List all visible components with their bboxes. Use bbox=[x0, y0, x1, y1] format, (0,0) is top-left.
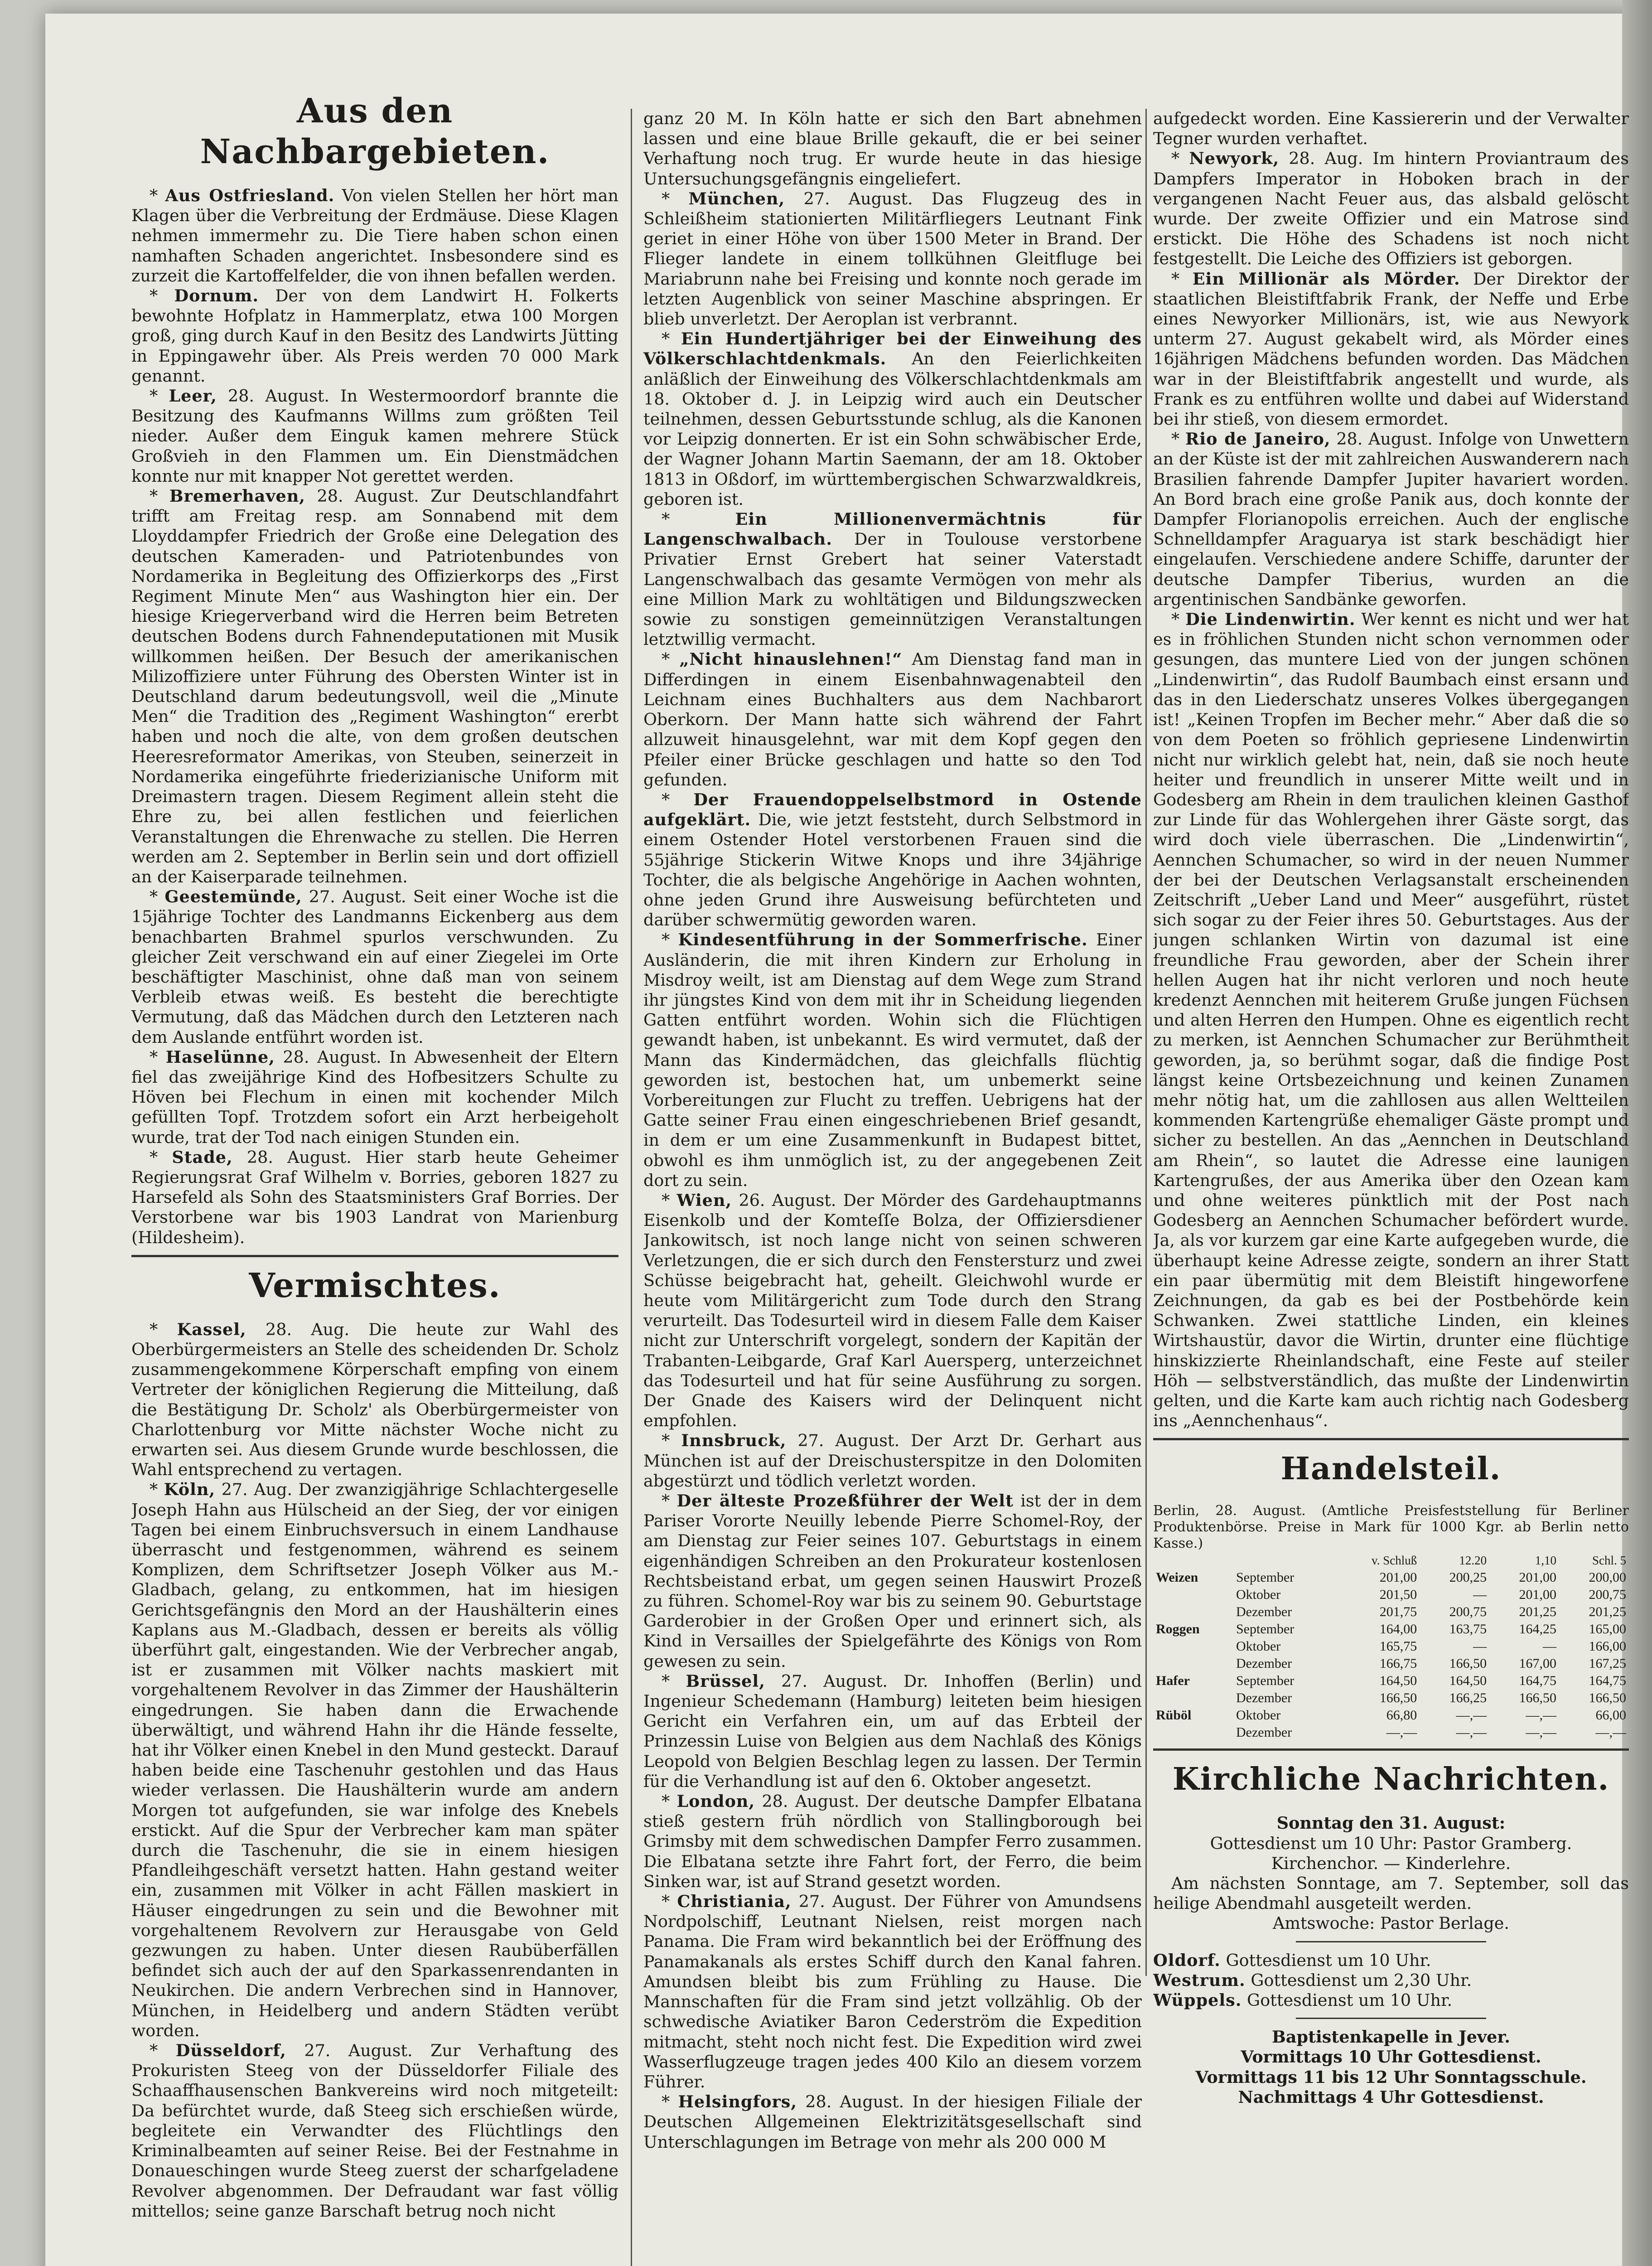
price-cell: — bbox=[1473, 1639, 1487, 1654]
news-text: 28. Aug. Im hintern Proviantraum des Dampfers Imperator in Hoboken brach in der vergangenen Nacht Feuer aus, das alsbald gelöscht wurde. Der zweite Offizier und ein Matrose sind erstickt. Die Höhe des Schadens ist noch nicht festgestellt. Die Leiche des Offiziers ist geborgen. bbox=[1153, 149, 1629, 269]
price-col-header: 1,10 bbox=[1535, 1554, 1557, 1568]
news-item bbox=[643, 109, 1142, 189]
news-list bbox=[131, 1320, 618, 2221]
news-text: 27. August. Der Führer von Amundsens Nordpolschiff, Leutnant Nielsen, reist morgen nach Panama. Die Fram wird bekanntlich bei der Eröffnung des Panamakanals als erstes Schiff durch den Kanal fahren. Amundsen bleibt bis zum Frühling zu Hause. Die Mannschaften für die Fram sind jetzt vollzählig. Ob der schwedische Aviatiker Baron Cederström die Expedition mitmacht, steht noch nicht fest. Die Expedition wird zwei Wasserflugzeuge tragen jedes 400 Kilo an diesem vorzem Führer. bbox=[643, 1892, 1142, 2092]
column-2 bbox=[643, 109, 1142, 2266]
price-col-header: v. Schluß bbox=[1372, 1554, 1417, 1568]
section-rule bbox=[1296, 2018, 1486, 2019]
news-place: Helsingfors, bbox=[678, 2092, 797, 2112]
price-cell: 66,80 bbox=[1386, 1708, 1417, 1723]
price-table bbox=[1153, 1552, 1629, 1741]
news-item: * Kindesentführung in der Sommerfrische. Einer Ausländerin, die mit ihren Kindern zur Erholung in Misdroy weilt, ist am Dienstag auf dem Wege zum Strand ihr jüngstes Kind von dem mit ihr in Scheidung liegenden Gatten entführt worden. Wohin sich die Flüchtigen gewandt haben, ist unbekannt. Es wird vermutet, daß der Mann das Kindermädchen, das gleichfalls flüchtig geworden ist, bestochen hat, um unbemerkt seine Vorbereitungen zur Flucht zu treffen. Uebrigens hat der Gatte seiner Frau einen eingeschriebenen Brief gesandt, in dem er um eine Zusammenkunft in Budapest bittet, obwohl es ihm unmöglich ist, zu der angegebenen Zeit dort zu sein. bbox=[643, 930, 1142, 1190]
news-item: * Christiania, 27. August. Der Führer von Amundsens Nordpolschiff, Leutnant Nielsen, reist morgen nach Panama. Die Fram wird bekanntlich bei der Eröffnung des Panamakanals als erstes Schiff durch den Kanal fahren. Amundsen bleibt bis zum Frühling zu Hause. Die Mannschaften für die Fram sind jetzt vollzählig. Ob der schwedische Aviatiker Baron Cederström die Expedition mitmacht, steht noch nicht fest. Die Expedition wird zwei Wasserflugzeuge tragen jedes 400 Kilo an diesem vorzem Führer. bbox=[643, 1892, 1142, 2092]
month-cell: September bbox=[1236, 1673, 1295, 1689]
church-line: Gottesdienst um 10 Uhr: Pastor Gramberg. bbox=[1210, 1833, 1572, 1853]
price-cell: 166,50 bbox=[1449, 1656, 1487, 1671]
news-place: Haselünne, bbox=[165, 1047, 275, 1067]
price-cell: 200,75 bbox=[1589, 1587, 1626, 1603]
news-place: Rio de Janeiro, bbox=[1185, 429, 1331, 449]
price-cell: 201,00 bbox=[1519, 1570, 1557, 1585]
news-place: Der Frauendoppelselbstmord in Ostende aufgeklärt. bbox=[643, 789, 1142, 830]
news-text: aufgedeckt worden. Eine Kassiererin und der Verwalter Tegner wurden verhaftet. bbox=[1153, 109, 1629, 149]
news-place: Brüssel, bbox=[686, 1671, 765, 1691]
price-cell: 166,50 bbox=[1379, 1690, 1417, 1706]
price-cell: —,— bbox=[1386, 1725, 1417, 1740]
news-place: Aus Ostfriesland. bbox=[165, 186, 335, 205]
church-line: Am nächsten Sonntage, am 7. September, soll das heilige Abendmahl ausgeteilt werden. bbox=[1153, 1874, 1629, 1913]
news-item: * Der Frauendoppelselbstmord in Ostende aufgeklärt. Die, wie jetzt feststeht, durch Selbstmord in einem Ostender Hotel verstorbenen Frauen sind die 55jährige Stickerin Witwe Knops und ihre 34jährige Tochter, die als belgische Angehörige in Aachen wohnten, ohne jeden Grund ihre Ausweisung befürchteten und darüber schwermütig geworden waren. bbox=[643, 789, 1142, 930]
news-text: Einer Ausländerin, die mit ihren Kindern zur Erholung in Misdroy weilt, ist am Dienstag auf dem Wege zum Strand ihr jüngstes Kind von dem mit ihr in Scheidung liegenden Gatten entführt worden. Wohin sich die Flüchtigen gewandt haben, ist unbekannt. Es wird vermutet, daß der Mann das Kindermädchen, das gleichfalls flüchtig geworden ist, bestochen hat, um unbemerkt seine Vorbereitungen zur Flucht zu treffen. Uebrigens hat der Gatte seiner Frau einen eingeschriebenen Brief gesandt, in dem er um eine Zusammenkunft in Budapest bittet, obwohl es ihm unmöglich ist, zu der angegebenen Zeit dort zu sein. bbox=[643, 930, 1142, 1190]
news-place: Leer, bbox=[169, 386, 217, 406]
month-cell: Dezember bbox=[1236, 1604, 1292, 1620]
news-item: * Haselünne, 28. August. In Abwesenheit der Eltern fiel das zweijährige Kind des Hofbesitzers Schulte zu Höven bei Flechum in einen mit kochender Milch gefüllten Topf. Trotzdem sofort ein Arzt herbeigeholt wurde, trat der Tod nach einigen Stunden ein. bbox=[131, 1047, 618, 1147]
news-place: Newyork, bbox=[1189, 149, 1280, 169]
section-heading-kirchliche: Kirchliche Nachrichten. bbox=[1172, 1761, 1610, 1798]
news-text: Am Dienstag fand man in Differdingen in einem Eisenbahnwagenabteil den Leichnam eines Buchhalters aus dem Nachbarort Oberkorn. Der Mann hatte sich während der Fahrt allzuweit hinausgelehnt, war mit dem Kopf gegen den Pfeiler einer Brücke geschlagen und hatte so den Tod gefunden. bbox=[643, 649, 1142, 789]
news-item: * Leer, 28. August. In Westermoordorf brannte die Besitzung des Kaufmanns Willms zum größten Teil nieder. Außer dem Einguk kamen mehrere Stück Großvieh in den Flammen um. Ein Dienstmädchen konnte nur mit knapper Not gerettet werden. bbox=[131, 386, 618, 486]
section-rule bbox=[1153, 1438, 1629, 1440]
section-rule bbox=[131, 1255, 618, 1257]
news-item: * Rio de Janeiro, 28. August. Infolge von Unwettern an der Küste ist der mit zahlreichen Auswanderern nach Brasilien fahrende Dampfer Jupiter havariert worden. An Bord brach eine große Panik aus, doch konnte der Dampfer Florianopolis erreichen. Auch der englische Schnelldampfer Araguarya ist stark beschädigt hier eingelaufen. Verschiedene andere Schiffe, darunter der deutsche Dampfer Tiberius, wurden an die argentinischen Sandbänke geworfen. bbox=[1153, 429, 1629, 609]
price-cell: 164,75 bbox=[1519, 1673, 1557, 1689]
news-text: 28. August. Hier starb heute Geheimer Regierungsrat Graf Wilhelm v. Borries, geboren 1827 zu Harsefeld als Sohn des Staatsministers Graf Borries. Der Verstorbene war bis 1903 Landrat von Marienburg (Hildesheim). bbox=[131, 1147, 618, 1247]
month-cell: Dezember bbox=[1236, 1690, 1292, 1706]
news-item: * Die Lindenwirtin. Wer kennt es nicht und wer hat es in fröhlichen Stunden nicht schon vernommen oder gesungen, das muntere Lied von der jungen schönen „Lindenwirtin“, das Rudolf Baumbach einst ersann und das in den Liederschatz unseres Volkes übergegangen ist! „Keinen Tropfen im Becher mehr.“ Aber daß die so von dem Poeten so fröhlich gepriesene Lindenwirtin nicht nur wirklich gelebt hat, nein, daß sie noch heute heiter und freundlich in unserer Mitte weilt und in Godesberg am Rhein in dem traulichen kleinen Gasthof zur Linde für das Wohlergehen ihrer Gäste sorgt, das wird doch viele überraschen. Die „Lindenwirtin“, Aennchen Schumacher, so wird in der neuen Nummer der bei der Deutschen Verlagsanstalt erscheinenden Zeitschrift „Ueber Land und Meer“ ausgeführt, rüstet sich sogar zu der Feier ihres 50. Geburtstages. Aus der jungen schlanken Wirtin von dazumal ist eine freundliche Frau geworden, aber der Schein ihrer hellen Augen hat ihr nicht verloren und noch heute kredenzt Aennchen mit heiterem Gruße jungen Füchsen und alten Herren den Humpen. Ohne es eigentlich recht zu merken, ist Aennchen Schumacher zur Berühmtheit geworden, ja, so berühmt sogar, daß die findige Post längst keine Ortsbezeichnung und keinen Zunamen mehr nötig hat, um die zahllosen aus allen Weltteilen kommenden Kartengrüße ehemaliger Gäste prompt und sicher zu bestellen. An das „Aennchen in Deutschland am Rhein“, so lautet die Adresse eine launigen Kartengrußes, der aus Amerika über den Ozean kam und ohne weiteres pünktlich mit der Post nach Godesberg an Aennchen Schumacher befördert wurde. Ja, als vor kurzem gar eine Karte aufgegeben wurde, die überhaupt keine Adresse zeigte, sondern an ihrer Statt ein paar übermütig mit dem Bleistift hingeworfene Zeichnungen, da gab es bei der Postbehörde kein Schwanken. Zwei stattliche Linden, ein kleines Wirtshaustür, davor die Wirtin, drunter eine flüchtige hinskizzierte Rheinlandschaft, eine Feste auf steiler Höh — selbstverständlich, das mußte der Lindenwirtin gelten, und die Karte kam auch richtig nach Godesberg ins „Aennchenhaus“. bbox=[1153, 610, 1629, 1431]
baptist-line: Nachmittags 4 Uhr Gottesdienst. bbox=[1238, 2087, 1544, 2107]
price-row bbox=[1153, 1672, 1629, 1690]
price-col-header: Schl. 5 bbox=[1592, 1554, 1626, 1568]
price-cell: —,— bbox=[1456, 1708, 1487, 1723]
news-item: * Geestemünde, 27. August. Seit einer Woche ist die 15jährige Tochter des Landmanns Eickenberg aus dem benachbarten Brahmel spurlos verschwunden. Zu gleicher Zeit verschwand ein auf einer Ziegelei im Orte beschäftigter Maschinist, ohne daß man von seinem Verbleib etwas weiß. Es besteht die berechtigte Vermutung, daß das Mädchen durch den Letzteren nach dem Auslande entführt worden ist. bbox=[131, 887, 618, 1047]
news-list bbox=[1153, 109, 1629, 1431]
commodity-cell: Roggen bbox=[1156, 1622, 1200, 1637]
church-westrum: Westrum. Gottesdienst um 2,30 Uhr. bbox=[1153, 1970, 1472, 1990]
price-row bbox=[1153, 1690, 1629, 1707]
column-1 bbox=[131, 86, 618, 2230]
price-cell: —,— bbox=[1526, 1725, 1557, 1740]
news-text: 28. Aug. Die heute zur Wahl des Oberbürgermeisters an Stelle des scheidenden Dr. Scholz zusammengekommene Körperschaft empfing von einem Vertreter der königlichen Regierung die Mitteilung, daß die Bestätigung Dr. Scholz' als Oberbürgermeister von Charlottenburg vor Mitte nächster Woche nicht zu erwarten sei. Aus diesem Grunde wurde beschlossen, die Wahl entsprechend zu vertagen. bbox=[131, 1319, 618, 1480]
price-cell: 165,75 bbox=[1379, 1639, 1417, 1654]
news-text: 27. August. Dr. Inhoffen (Berlin) und Ingenieur Schedemann (Hamburg) leiteten beim hiesigen Gericht ein Verfahren ein, um auf das Erbteil der Prinzessin Luise von Belgien aus dem Nachlaß des Königs Leopold von Belgien Beschlag legen zu lassen. Der Termin für die Verhandlung ist auf den 6. Oktober angesetzt. bbox=[643, 1671, 1142, 1791]
news-text: 28. August. In der hiesigen Filiale der Deutschen Allgemeinen Elektrizitätsgesellschaft sind Unterschlagungen im Betrage von mehr als 200 000 M bbox=[643, 2092, 1142, 2152]
church-wueppels: Wüppels. Gottesdienst um 10 Uhr. bbox=[1153, 1990, 1453, 2010]
news-item: * Kassel, 28. Aug. Die heute zur Wahl des Oberbürgermeisters an Stelle des scheidenden Dr. Scholz zusammengekommene Körperschaft empfing von einem Vertreter der königlichen Regierung die Mitteilung, daß die Bestätigung Dr. Scholz' als Oberbürgermeister von Charlottenburg vor Mitte nächster Woche nicht zu erwarten sei. Aus diesem Grunde wurde beschlossen, die Wahl entsprechend zu vertagen. bbox=[131, 1319, 618, 1480]
news-text: 27. August. Zur Verhaftung des Prokuristen Steeg von der Düsseldorfer Filiale des Schaaffhausenschen Bankvereins wird noch mitgeteilt: Da befürchtet wurde, daß Steeg sich erschießen würde, begleitete ein Verwandter des Flüchtlings den Kriminalbeamten auf seiner Reise. Bei der Festnahme in Donaueschingen wurde Steeg zuerst der scharfgeladene Revolver abgenommen. Der Defraudant war fast völlig mittellos; seine ganze Barschaft betrug noch nicht bbox=[131, 2041, 618, 2221]
price-cell: 201,25 bbox=[1519, 1604, 1557, 1620]
news-text: 27. August. Seit einer Woche ist die 15jährige Tochter des Landmanns Eickenberg aus dem benachbarten Brahmel spurlos verschwunden. Zu gleicher Zeit verschwand ein auf einer Ziegelei im Orte beschäftigter Maschinist, ohne daß man von seinem Verbleib etwas weiß. Es besteht die berechtigte Vermutung, daß das Mädchen durch den Letzteren nach dem Auslande entführt worden ist. bbox=[131, 887, 618, 1047]
news-place: Stade, bbox=[172, 1147, 233, 1167]
news-text: 28. August. In Westermoordorf brannte die Besitzung des Kaufmanns Willms zum größten Teil nieder. Außer dem Einguk kamen mehrere Stück Großvieh in den Flammen um. Ein Dienstmädchen konnte nur mit knapper Not gerettet werden. bbox=[131, 386, 618, 486]
news-item: * Newyork, 28. Aug. Im hintern Proviantraum des Dampfers Imperator in Hoboken brach in der vergangenen Nacht Feuer aus, das alsbald gelöscht wurde. Der zweite Offizier und ein Matrose sind erstickt. Die Höhe des Schadens ist noch nicht festgestellt. Die Leiche des Offiziers ist geborgen. bbox=[1153, 149, 1629, 269]
news-item: * Düsseldorf, 27. August. Zur Verhaftung des Prokuristen Steeg von der Düsseldorfer Filiale des Schaaffhausenschen Bankvereins wird noch mitgeteilt: Da befürchtet wurde, daß Steeg sich erschießen würde, begleitete ein Verwandter des Flüchtlings den Kriminalbeamten auf seiner Reise. Bei der Festnahme in Donaueschingen wurde Steeg zuerst der scharfgeladene Revolver abgenommen. Der Defraudant war fast völlig mittellos; seine ganze Barschaft betrug noch nicht bbox=[131, 2041, 618, 2221]
price-cell: 200,25 bbox=[1449, 1570, 1487, 1585]
section-rule bbox=[1296, 1941, 1486, 1942]
news-text: 27. August. Der Arzt Dr. Gerhart aus München ist auf der Dreischusterspitze in den Dolomiten abgestürzt und tödlich verletzt worden. bbox=[643, 1431, 1142, 1491]
news-text: Die, wie jetzt feststeht, durch Selbstmord in einem Ostender Hotel verstorbenen Frauen sind die 55jährige Stickerin Witwe Knops und ihre 34jährige Tochter, die als belgische Angehörige in Aachen wohnten, ohne jeden Grund ihre Ausweisung befürchteten und darüber schwermütig geworden waren. bbox=[643, 810, 1142, 930]
price-row bbox=[1153, 1603, 1629, 1621]
news-place: Düsseldorf, bbox=[175, 2041, 286, 2061]
news-item: * Innsbruck, 27. August. Der Arzt Dr. Gerhart aus München ist auf der Dreischusterspitze in den Dolomiten abgestürzt und tödlich verletzt worden. bbox=[643, 1431, 1142, 1491]
news-item: * München, 27. August. Das Flugzeug des in Schleißheim stationierten Militärfliegers Leutnant Fink geriet in einer Höhe von über 1500 Meter in Brand. Der Flieger landete in einem tollkühnen Gleitfluge bei Mariabrunn nahe bei Freising und konnte noch gerade im letzten Augenblick von seiner Maschine abspringen. Er blieb unverletzt. Der Aeroplan ist verbrannt. bbox=[643, 189, 1142, 329]
section-heading-handelsteil: Handelsteil. bbox=[1280, 1451, 1502, 1487]
price-cell: — bbox=[1543, 1639, 1557, 1654]
price-row bbox=[1153, 1569, 1629, 1586]
month-cell: Oktober bbox=[1236, 1587, 1281, 1603]
price-cell: —,— bbox=[1526, 1708, 1557, 1723]
news-text: 27. August. Das Flugzeug des in Schleißheim stationierten Militärfliegers Leutnant Fink geriet in einer Höhe von über 1500 Meter in Brand. Der Flieger landete in einem tollkühnen Gleitfluge bei Mariabrunn nahe bei Freising und konnte noch gerade im letzten Augenblick von seiner Maschine abspringen. Er blieb unverletzt. Der Aeroplan ist verbrannt. bbox=[643, 189, 1142, 329]
news-place: Innsbruck, bbox=[681, 1431, 787, 1451]
month-cell: Dezember bbox=[1236, 1725, 1292, 1740]
section-heading-nachbargebiete: Aus den Nachbargebieten. bbox=[200, 92, 550, 171]
news-item: * Stade, 28. August. Hier starb heute Geheimer Regierungsrat Graf Wilhelm v. Borries, geboren 1827 zu Harsefeld als Sohn des Staatsministers Graf Borries. Der Verstorbene war bis 1903 Landrat von Marienburg (Hildesheim). bbox=[131, 1147, 618, 1247]
commodity-cell: Hafer bbox=[1156, 1673, 1190, 1689]
month-cell: September bbox=[1236, 1622, 1295, 1637]
baptist-line: Vormittags 11 bis 12 Uhr Sonntagsschule. bbox=[1195, 2067, 1587, 2087]
news-place: München, bbox=[688, 189, 785, 208]
news-text: Von vielen Stellen her hört man Klagen über die Verbreitung der Erdmäuse. Diese Klagen nehmen immermehr zu. Die Tiere haben schon einen namhaften Schaden angerichtet. Insbesondere sind es zurzeit die Kartoffelfelder, die von ihnen befallen werden. bbox=[131, 186, 618, 286]
commodity-cell bbox=[1153, 1603, 1233, 1621]
price-cell: — bbox=[1473, 1587, 1487, 1603]
commodity-cell: Weizen bbox=[1156, 1570, 1198, 1585]
news-place: Ein Millionär als Mörder. bbox=[1192, 269, 1460, 289]
news-place: Kassel, bbox=[177, 1319, 246, 1339]
month-cell: Oktober bbox=[1236, 1708, 1281, 1723]
news-text: Der in Toulouse verstorbene Privatier Ernst Grebert hat seiner Vaterstadt Langenschwalbach das gesamte Vermögen von mehr als eine Million Mark zu wohltätigen und Bildungszwecken sowie zu sonstigen gemeinnützigen Veranstaltungen letztwillig vermacht. bbox=[643, 529, 1142, 649]
news-text: 26. August. Der Mörder des Gardehauptmanns Eisenkolb und der Komteſſe Bolza, der Offiziersdiener Jankowitsch, ist noch lange nicht von seinen schweren Verletzungen, die er sich durch den Fenstersturz und zwei Schüsse beigebracht hat, geheilt. Gleichwohl wurde er heute vom Militärgericht zum Tode durch den Strang verurteilt. Das Todesurteil wird in diesem Falle dem Kaiser nicht zur Unterschrift vorgelegt, sondern der Kapitän der Trabanten-Leibgarde, Graf Karl Auersperg, unterzeichnet das Todesurteil und hat für seine Ausführung zu sorgen. Der Gnade des Kaisers wird der Delinquent nicht empfohlen. bbox=[643, 1190, 1142, 1431]
news-place: Christiania, bbox=[677, 1892, 792, 1912]
price-cell: —,— bbox=[1595, 1725, 1626, 1740]
price-row bbox=[1153, 1655, 1629, 1672]
news-item: * „Nicht hinauslehnen!“ Am Dienstag fand man in Differdingen in einem Eisenbahnwagenabteil den Leichnam eines Buchhalters aus dem Nachbarort Oberkorn. Der Mann hatte sich während der Fahrt allzuweit hinausgelehnt, war mit dem Kopf gegen den Pfeiler einer Brücke geschlagen und hatte so den Tod gefunden. bbox=[643, 649, 1142, 789]
news-item: * Brüssel, 27. August. Dr. Inhoffen (Berlin) und Ingenieur Schedemann (Hamburg) leiteten beim hiesigen Gericht ein Verfahren ein, um auf das Erbteil der Prinzessin Luise von Belgien aus dem Nachlaß des Königs Leopold von Belgien Beschlag legen zu lassen. Der Termin für die Verhandlung ist auf den 6. Oktober angesetzt. bbox=[643, 1671, 1142, 1791]
news-place: „Nicht hinauslehnen!“ bbox=[679, 649, 903, 669]
price-cell: 163,75 bbox=[1449, 1622, 1487, 1637]
blank-cell bbox=[1153, 1552, 1233, 1569]
news-text: 28. August. Der deutsche Dampfer Elbatana stieß gestern früh nördlich von Stallingborough bei Grimsby mit dem schwedischen Dampfer Ferro zusammen. Die Elbatana setzte ihre Fahrt fort, der Ferro, die beim Sinken war, ist auf Strand gesetzt worden. bbox=[643, 1791, 1142, 1891]
month-cell: September bbox=[1236, 1570, 1295, 1585]
news-item: * Bremerhaven, 28. August. Zur Deutschlandfahrt trifft am Freitag resp. am Sonnabend mit dem Lloyddampfer Friedrich der Große eine Delegation des deutschen Kameraden- und Patriotenbundes von Nordamerika in Begleitung des Offizierkorps des „First Regiment Minute Men“ aus Washington hier ein. Der hiesige Kriegerverband wird die Herren beim Betreten deutschen Bodens durch Fahnendeputationen mit Musik willkommen heißen. Der Besuch der amerikanischen Milizoffiziere unter Führung des Obersten Winter ist in Deutschland darum bedeutungsvoll, weil die „Minute Men“ die Tradition des „Regiment Washington“ ererbt haben und noch die alte, von dem großen deutschen Heeresreformator Amerikas, von Steuben, seinerzeit in Nordamerika eingeführte friederizianische Uniform mit Dreimastern tragen. Diesem Regiment allein steht die Ehre zu, bei allen festlichen und feierlichen Veranstaltungen die Ehrenwache zu stellen. Die Herren werden am 2. September in Berlin sein und dort offiziell an der Kaiserparade teilnehmen. bbox=[131, 486, 618, 886]
month-cell: Dezember bbox=[1236, 1656, 1292, 1671]
news-place: Bremerhaven, bbox=[169, 486, 305, 506]
price-row bbox=[1153, 1638, 1629, 1655]
commodity-cell bbox=[1153, 1690, 1233, 1707]
news-item: * London, 28. August. Der deutsche Dampfer Elbatana stieß gestern früh nördlich von Stallingborough bei Grimsby mit dem schwedischen Dampfer Ferro zusammen. Die Elbatana setzte ihre Fahrt fort, der Ferro, die beim Sinken war, ist auf Strand gesetzt worden. bbox=[643, 1791, 1142, 1891]
news-place: Wien, bbox=[676, 1190, 732, 1210]
news-text: 27. Aug. Der zwanzigjährige Schlachtergeselle Joseph Hahn aus Hülscheid an der Sieg, der vor einigen Tagen bei einem Einbruchsversuch in einem Landhause überrascht und festgenommen, während es seinem Komplizen, dem Schriftsetzer Joseph Völker aus M.-Gladbach, gelang, zu entkommen, hat im hiesigen Gerichtsgefängnis den Mord an der Haushälterin eines Kaplans aus M.-Gladbach, dessen er bereits als völlig überführt galt, eingestanden. Wie der Verbrecher angab, ist er zusammen mit Völker nachts maskiert mit vorgehaltenem Revolver in das Zimmer der Haushälterin eingedrungen. Sie haben dann die Erwachende überwältigt, und während Hahn ihr die Hände fesselte, hat ihr Völker einen Knebel in den Mund gesteckt. Darauf haben beide eine Taschenuhr gestohlen und das Haus wieder verlassen. Die Haushälterin wurde am andern Morgen tot aufgefunden, sie war infolge des Knebels erstickt. Auf die Spur der Verbrecher kam man später durch die Taschenuhr, die sie in einem hiesigen Pfandleihgeschäft versetzt hatten. Hahn gestand weiter ein, zusammen mit Völker in acht Fällen maskiert in Häuser eingedrungen zu sein und die Bewohner mit vorgehaltenem Revolvern zur Herausgabe von Geld gezwungen zu haben. Unter diesen Raubüberfällen befindet sich auch der auf den Sparkassenrendanten in Neukirchen. Die andern Verbrechen sind in Hannover, München, in Heidelberg und andern Städten verübt worden. bbox=[131, 1480, 618, 2040]
commodity-cell bbox=[1153, 1655, 1233, 1672]
news-item: * Aus Ostfriesland. Von vielen Stellen her hört man Klagen über die Verbreitung der Erdmäuse. Diese Klagen nehmen immermehr zu. Die Tiere haben schon einen namhaften Schaden angerichtet. Insbesondere sind es zurzeit die Kartoffelfelder, die von ihnen befallen werden. bbox=[131, 186, 618, 286]
news-place: Köln, bbox=[164, 1480, 216, 1500]
news-place: Der älteste Prozeßführer der Welt bbox=[676, 1491, 1014, 1511]
news-item: * Dornum. Der von dem Landwirt H. Folkerts bewohnte Hofplatz in Hammerplatz, etwa 100 Morgen groß, ging durch Kauf in den Besitz des Landwirts Jütting in Eppingawehr über. Als Preis werden 70 000 Mark genannt. bbox=[131, 286, 618, 386]
baptist-line: Vormittags 10 Uhr Gottesdienst. bbox=[1241, 2047, 1541, 2067]
news-text: ganz 20 M. In Köln hatte er sich den Bart abnehmen lassen und eine blaue Brille gekauft, die er bei seiner Verhaftung noch trug. Er wurde heute in das hiesige Untersuchungsgefängnis eingeliefert. bbox=[643, 109, 1142, 189]
news-text: Der Direktor der staatlichen Bleistiftfabrik Frank, der Neffe und Erbe eines Newyorker Millionärs, ist, wie aus Newyork unterm 27. August gekabelt wird, als Mörder eines 16jährigen Mädchens befunden worden. Das Mädchen war in der Bleistiftfabrik angestellt und wurde, als Frank es zu entführen wollte und dabei auf Widerstand bei ihr stieß, von diesem ermordet. bbox=[1153, 269, 1629, 429]
baptist-chapel: Baptistenkapelle in Jever. bbox=[1272, 2027, 1510, 2047]
news-item: * Wien, 26. August. Der Mörder des Gardehauptmanns Eisenkolb und der Komteſſe Bolza, der Offiziersdiener Jankowitsch, ist noch lange nicht von seinen schweren Verletzungen, die er sich durch den Fenstersturz und zwei Schüsse beigebracht hat, geheilt. Gleichwohl wurde er heute vom Militärgericht zum Tode durch den Strang verurteilt. Das Todesurteil wird in diesem Falle dem Kaiser nicht zur Unterschrift vorgelegt, sondern der Kapitän der Trabanten-Leibgarde, Graf Karl Auersperg, unterzeichnet das Todesurteil und hat für seine Ausführung zu sorgen. Der Gnade des Kaisers wird der Delinquent nicht empfohlen. bbox=[643, 1190, 1142, 1431]
price-col-header: 12.20 bbox=[1459, 1554, 1487, 1568]
section-rule bbox=[1153, 1748, 1629, 1751]
news-text: Wer kennt es nicht und wer hat es in fröhlichen Stunden nicht schon vernommen oder gesungen, das muntere Lied von der jungen schönen „Lindenwirtin“, das Rudolf Baumbach einst ersann und das in den Liederschatz unseres Volkes übergegangen ist! „Keinen Tropfen im Becher mehr.“ Aber daß die so von dem Poeten so fröhlich gepriesene Lindenwirtin nicht nur wirklich gelebt hat, nein, daß sie noch heute heiter und freundlich in unserer Mitte weilt und in Godesberg am Rhein in dem traulichen kleinen Gasthof zur Linde für das Wohlergehen ihrer Gäste sorgt, das wird doch viele überraschen. Die „Lindenwirtin“, Aennchen Schumacher, so wird in der neuen Nummer der bei der Deutschen Verlagsanstalt erscheinenden Zeitschrift „Ueber Land und Meer“ ausgeführt, rüstet sich sogar zu der Feier ihres 50. Geburtstages. Aus der jungen schlanken Wirtin von dazumal ist eine freundliche Frau geworden, aber der Schein ihrer hellen Augen hat ihr nicht verloren und noch heute kredenzt Aennchen mit heiterem Gruße jungen Füchsen und alten Herren den Humpen. Ohne es eigentlich recht zu merken, ist Aennchen Schumacher zur Berühmtheit geworden, ja, so berühmt sogar, daß die findige Post längst keine Ortsbezeichnung und keinen Zunamen mehr nötig hat, um die zahllosen aus allen Weltteilen kommenden Kartengrüße ehemaliger Gäste prompt und sicher zu bestellen. An das „Aennchen in Deutschland am Rhein“, so lautet die Adresse eine launigen Kartengrußes, der aus Amerika über den Ozean kam und ohne weiteres pünktlich mit der Post nach Godesberg an Aennchen Schumacher befördert wurde. Ja, als vor kurzem gar eine Karte aufgegeben wurde, die überhaupt keine Adresse zeigte, sondern an ihrer Statt ein paar übermütig mit dem Bleistift hingeworfene Zeichnungen, da gab es bei der Postbehörde kein Schwanken. Zwei stattliche Linden, ein kleines Wirtshaustür, davor die Wirtin, drunter eine flüchtige hinskizzierte Rheinlandschaft, eine Feste auf steiler Höh — selbstverständlich, das mußte der Lindenwirtin gelten, und die Karte kam auch richtig nach Godesberg ins „Aennchenhaus“. bbox=[1153, 610, 1629, 1431]
commodity-cell bbox=[1153, 1638, 1233, 1655]
news-item: * Der älteste Prozeßführer der Welt ist der in dem Pariser Vororte Neuilly lebende Pierre Schomel-Roy, der am Dienstag zur Feier seines 107. Geburtstags in einem eigenhändigen Schreiben an den Prokurateur kostenlosen Rechtsbeistand erbat, um gegen seinen Hauswirt Prozeß zu führen. Schomel-Roy war bis zu seinem 90. Geburtstage Garderobier in der Großen Oper und erinnert sich, als Kind in Versailles der Spielgefährte des Königs von Rom gewesen zu sein. bbox=[643, 1491, 1142, 1671]
price-cell: 201,00 bbox=[1379, 1570, 1417, 1585]
column-3 bbox=[1153, 109, 1629, 2266]
price-cell: —,— bbox=[1456, 1725, 1487, 1740]
news-item: * Ein Hundertjähriger bei der Einweihung des Völkerschlachtdenkmals. An den Feierlichkeiten anläßlich der Einweihung des Völkerschlachtdenkmals am 18. Oktober d. J. in Leipzig wird auch ein Deutscher teilnehmen, dessen Geburtsstunde schlug, als die Kanonen vor Leipzig donnerten. Er ist ein Sohn schwäbischer Erde, der Wagner Johann Martin Saemann, der am 18. Oktober 1813 in Oßdorf, im württembergischen Schwarzwaldkreis, geboren ist. bbox=[643, 329, 1142, 509]
price-cell: 164,50 bbox=[1379, 1673, 1417, 1689]
blank-cell bbox=[1233, 1552, 1337, 1569]
price-row bbox=[1153, 1586, 1629, 1603]
news-item: * Köln, 27. Aug. Der zwanzigjährige Schlachtergeselle Joseph Hahn aus Hülscheid an der Sieg, der vor einigen Tagen bei einem Einbruchsversuch in einem Landhause überrascht und festgenommen, während es seinem Komplizen, dem Schriftsetzer Joseph Völker aus M.-Gladbach, gelang, zu entkommen, hat im hiesigen Gerichtsgefängnis den Mord an der Haushälterin eines Kaplans aus M.-Gladbach, dessen er bereits als völlig überführt galt, eingestanden. Wie der Verbrecher angab, ist er zusammen mit Völker nachts maskiert mit vorgehaltenem Revolver in das Zimmer der Haushälterin eingedrungen. Sie haben dann die Erwachende überwältigt, und während Hahn ihr die Hände fesselte, hat ihr Völker einen Knebel in den Mund gesteckt. Darauf haben beide eine Taschenuhr gestohlen und das Haus wieder verlassen. Die Haushälterin wurde am andern Morgen tot aufgefunden, sie war infolge des Knebels erstickt. Auf die Spur der Verbrecher kam man später durch die Taschenuhr, die sie in einem hiesigen Pfandleihgeschäft versetzt hatten. Hahn gestand weiter ein, zusammen mit Völker in acht Fällen maskiert in Häuser eingedrungen zu sein und die Bewohner mit vorgehaltenem Revolvern zur Herausgabe von Geld gezwungen zu haben. Unter diesen Raubüberfällen befindet sich auch der auf den Sparkassenrendanten in Neukirchen. Die andern Verbrechen sind in Hannover, München, in Heidelberg und andern Städten verübt worden. bbox=[131, 1480, 618, 2040]
price-cell: 166,50 bbox=[1589, 1690, 1626, 1706]
news-text: ist der in dem Pariser Vororte Neuilly lebende Pierre Schomel-Roy, der am Dienstag zur Feier seines 107. Geburtstags in einem eigenhändigen Schreiben an den Prokurateur kostenlosen Rechtsbeistand erbat, um gegen seinen Hauswirt Prozeß zu führen. Schomel-Roy war bis zu seinem 90. Geburtstage Garderobier in der Großen Oper und erinnert sich, als Kind in Versailles der Spielgefährte des Königs von Rom gewesen zu sein. bbox=[643, 1491, 1142, 1671]
price-cell: 164,75 bbox=[1589, 1673, 1626, 1689]
news-place: Die Lindenwirtin. bbox=[1185, 610, 1356, 629]
price-cell: 201,50 bbox=[1379, 1587, 1417, 1603]
price-row bbox=[1153, 1724, 1629, 1741]
price-row bbox=[1153, 1621, 1629, 1638]
price-cell: 166,50 bbox=[1519, 1690, 1557, 1706]
price-cell: 166,00 bbox=[1589, 1639, 1626, 1654]
section-heading-vermischtes: Vermischtes. bbox=[249, 1266, 501, 1305]
church-line: Amtswoche: Pastor Berlage. bbox=[1272, 1913, 1509, 1933]
price-cell: 201,75 bbox=[1379, 1604, 1417, 1620]
price-cell: 166,25 bbox=[1449, 1690, 1487, 1706]
commodity-cell: Rüböl bbox=[1156, 1708, 1192, 1723]
commodity-cell bbox=[1153, 1586, 1233, 1603]
news-place: London, bbox=[676, 1791, 755, 1811]
price-cell: 167,00 bbox=[1519, 1656, 1557, 1671]
price-cell: 166,75 bbox=[1379, 1656, 1417, 1671]
column-rule bbox=[631, 109, 632, 2266]
news-text: 28. August. In Abwesenheit der Eltern fiel das zweijährige Kind des Hofbesitzers Schulte zu Höven bei Flechum in einen mit kochender Milch gefüllten Topf. Trotzdem sofort ein Arzt herbeigeholt wurde, trat der Tod nach einigen Stunden ein. bbox=[131, 1047, 618, 1147]
news-text: Der von dem Landwirt H. Folkerts bewohnte Hofplatz in Hammerplatz, etwa 100 Morgen groß, ging durch Kauf in den Besitz des Landwirts Jütting in Eppingawehr über. Als Preis werden 70 000 Mark genannt. bbox=[131, 286, 618, 386]
news-text: An den Feierlichkeiten anläßlich der Einweihung des Völkerschlachtdenkmals am 18. Oktober d. J. in Leipzig wird auch ein Deutscher teilnehmen, dessen Geburtsstunde schlug, als die Kanonen vor Leipzig donnerten. Er ist ein Sohn schwäbischer Erde, der Wagner Johann Martin Saemann, der am 18. Oktober 1813 in Oßdorf, im württembergischen Schwarzwaldkreis, geboren ist. bbox=[643, 349, 1142, 509]
news-text: 28. August. Infolge von Unwettern an der Küste ist der mit zahlreichen Auswanderern nach Brasilien fahrende Dampfer Jupiter havariert worden. An Bord brach eine große Panik aus, doch konnte der Dampfer Florianopolis erreichen. Auch der englische Schnelldampfer Araguarya ist stark beschädigt hier eingelaufen. Verschiedene andere Schiffe, darunter der deutsche Dampfer Tiberius, wurden an die argentinischen Sandbänke geworfen. bbox=[1153, 429, 1629, 609]
price-cell: 200,75 bbox=[1449, 1604, 1487, 1620]
commodity-cell bbox=[1153, 1724, 1233, 1741]
price-cell: 165,00 bbox=[1589, 1622, 1626, 1637]
price-cell: 164,50 bbox=[1449, 1673, 1487, 1689]
news-text: 28. August. Zur Deutschlandfahrt trifft am Freitag resp. am Sonnabend mit dem Lloyddampfer Friedrich der Große eine Delegation des deutschen Kameraden- und Patriotenbundes von Nordamerika in Begleitung des Offizierkorps des „First Regiment Minute Men“ aus Washington hier ein. Der hiesige Kriegerverband wird die Herren beim Betreten deutschen Bodens durch Fahnendeputationen mit Musik willkommen heißen. Der Besuch der amerikanischen Milizoffiziere unter Führung des Obersten Winter ist in Deutschland darum bedeutungsvoll, weil die „Minute Men“ die Tradition des „Regiment Washington“ ererbt haben und noch die alte, von dem großen deutschen Heeresreformator Amerikas, von Steuben, seinerzeit in Nordamerika eingeführte friederizianische Uniform mit Dreimastern tragen. Diesem Regiment allein steht die Ehre zu, bei allen festlichen und feierlichen Veranstaltungen die Ehrenwache zu stellen. Die Herren werden am 2. September in Berlin sein und dort offiziell an der Kaiserparade teilnehmen. bbox=[131, 486, 618, 886]
news-list bbox=[643, 109, 1142, 2152]
price-cell: 164,25 bbox=[1519, 1622, 1557, 1637]
price-cell: 200,00 bbox=[1589, 1570, 1626, 1585]
price-cell: 164,00 bbox=[1379, 1622, 1417, 1637]
church-oldorf: Oldorf. Gottesdienst um 10 Uhr. bbox=[1153, 1950, 1431, 1970]
news-item: * Ein Millionenvermächtnis für Langenschwalbach. Der in Toulouse verstorbene Privatier Ernst Grebert hat seiner Vaterstadt Langenschwalbach das gesamte Vermögen von mehr als eine Million Mark zu wohltätigen und Bildungszwecken sowie zu sonstigen gemeinnützigen Veranstaltungen letztwillig vermacht. bbox=[643, 509, 1142, 649]
news-place: Ein Millionenvermächtnis für Langenschwalbach. bbox=[643, 509, 1142, 549]
price-row bbox=[1153, 1707, 1629, 1724]
church-line: Kirchenchor. — Kinderlehre. bbox=[1271, 1853, 1511, 1873]
price-header-row bbox=[1153, 1552, 1629, 1569]
price-cell: 167,25 bbox=[1589, 1656, 1626, 1671]
price-cell: 66,00 bbox=[1595, 1708, 1626, 1723]
news-item: * Ein Millionär als Mörder. Der Direktor der staatlichen Bleistiftfabrik Frank, der Neffe und Erbe eines Newyorker Millionärs, ist, wie aus Newyork unterm 27. August gekabelt wird, als Mörder eines 16jährigen Mädchens befunden worden. Das Mädchen war in der Bleistiftfabrik angestellt und wurde, als Frank es zu entführen wollte und dabei auf Widerstand bei ihr stieß, von diesem ermordet. bbox=[1153, 269, 1629, 429]
month-cell: Oktober bbox=[1236, 1639, 1281, 1654]
church-sunday: Sonntag den 31. August: bbox=[1276, 1813, 1506, 1833]
price-cell: 201,25 bbox=[1589, 1604, 1626, 1620]
news-place: Dornum. bbox=[174, 286, 259, 306]
news-place: Geestemünde, bbox=[164, 887, 302, 907]
news-item: * Helsingfors, 28. August. In der hiesigen Filiale der Deutschen Allgemeinen Elektrizitätsgesellschaft sind Unterschlagungen im Betrage von mehr als 200 000 M bbox=[643, 2092, 1142, 2152]
news-item bbox=[1153, 109, 1629, 149]
news-place: Ein Hundertjähriger bei der Einweihung des Völkerschlachtdenkmals. bbox=[643, 329, 1142, 369]
market-intro: Berlin, 28. August. (Amtliche Preisfeststellung für Berliner Produktenbörse. Preise in Mark für 1000 Kgr. ab Berlin netto Kasse.) bbox=[1153, 1503, 1629, 1552]
column-rule bbox=[1145, 109, 1147, 1976]
price-cell: 201,00 bbox=[1519, 1587, 1557, 1603]
news-place: Kindesentführung in der Sommerfrische. bbox=[678, 930, 1088, 950]
news-list bbox=[131, 186, 618, 1248]
